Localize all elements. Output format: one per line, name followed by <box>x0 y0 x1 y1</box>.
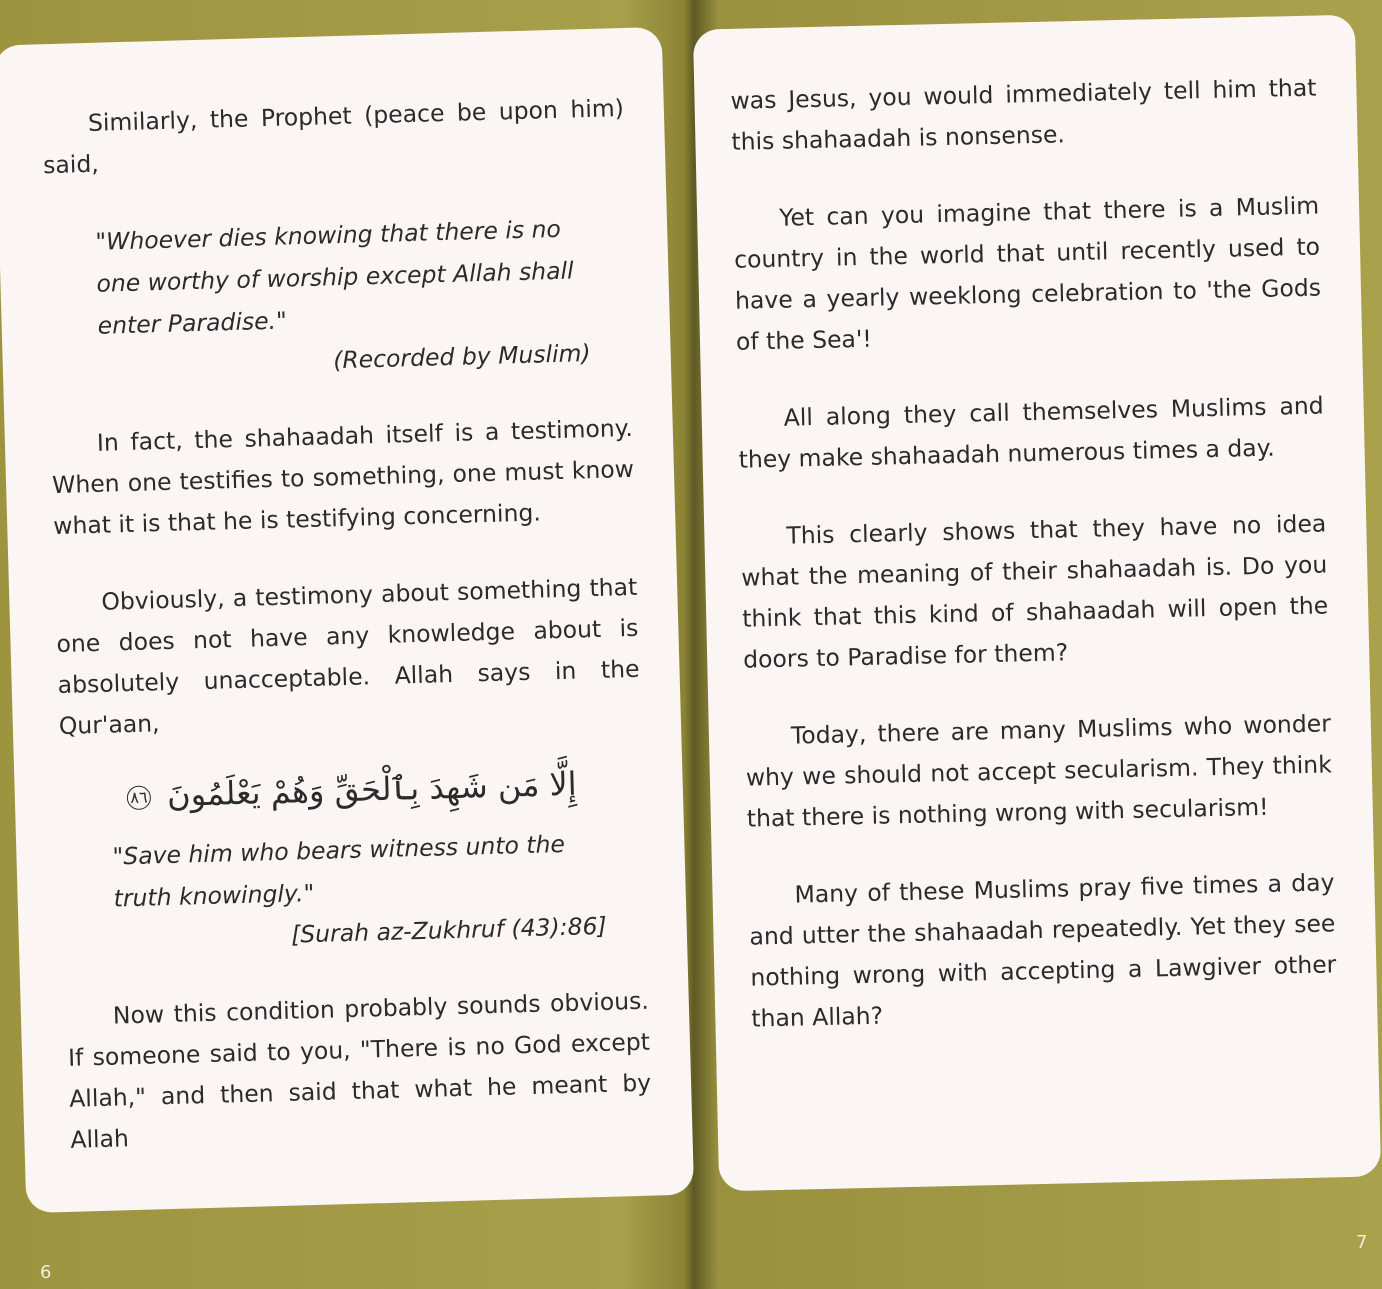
page-number-right: 7 <box>1356 1232 1368 1253</box>
arabic-verse-text: إِلَّا مَن شَهِدَ بِٱلْحَقِّ وَهُمْ يَعْلَمُونَ <box>166 764 578 815</box>
right-paragraph-1: was Jesus, you would immediately tell him that this shahaadah is nonsense. <box>730 73 1317 156</box>
left-paragraph-2: In fact, the shahaadah itself is a testimony. When one testifies to something, one must know what it is that he is testifying concerning. <box>51 413 635 541</box>
page-number-left: 6 <box>40 1262 52 1283</box>
hadith-citation: (Recorded by Muslim) <box>332 339 592 375</box>
right-paragraph-3: All along they call themselves Muslims and they make shahaadah numerous times a day. <box>738 391 1324 474</box>
ayah-number-marker: ٨٦ <box>127 785 152 810</box>
right-paragraph-5: Today, there are many Muslims who wonder why we should not accept secularism. They think that there is nothing wrong with secularism! <box>745 709 1333 833</box>
right-paragraph-2: Yet can you imagine that there is a Muslim country in the world that until recently used to have a yearly weeklong celebration to 'the Gods of the Sea'! <box>733 191 1322 356</box>
hadith-quote: "Whoever dies knowing that there is no one worthy of worship except Allah shall enter Paradise." <box>94 214 574 340</box>
verse-translation: "Save him who bears witness unto the truth knowingly." <box>112 829 566 913</box>
verse-citation: [Surah az-Zukhruf (43):86] <box>290 911 608 949</box>
left-paragraph-1: Similarly, the Prophet (peace be upon him) said, <box>42 93 625 180</box>
right-paragraph-6: Many of these Muslims pray five times a day and utter the shahaadah repeatedly. Yet they see nothing wrong with accepting a Lawgiver other than Allah? <box>749 868 1337 1033</box>
quran-verse-arabic <box>60 757 643 823</box>
right-page-panel <box>693 15 1381 1192</box>
right-paragraph-4: This clearly shows that they have no idea what the meaning of their shahaadah is. Do you think that this kind of shahaadah will open the doors to Paradise for them? <box>741 509 1329 674</box>
left-paragraph-4: Now this condition probably sounds obvious. If someone said to you, "There is no God except Allah," and then said that what he meant by Allah <box>67 986 652 1154</box>
left-page-panel <box>0 27 694 1213</box>
left-paragraph-3: Obviously, a testimony about something that one does not have any knowledge about is absolutely unacceptable. Allah says in the Qur'aan, <box>56 572 640 740</box>
